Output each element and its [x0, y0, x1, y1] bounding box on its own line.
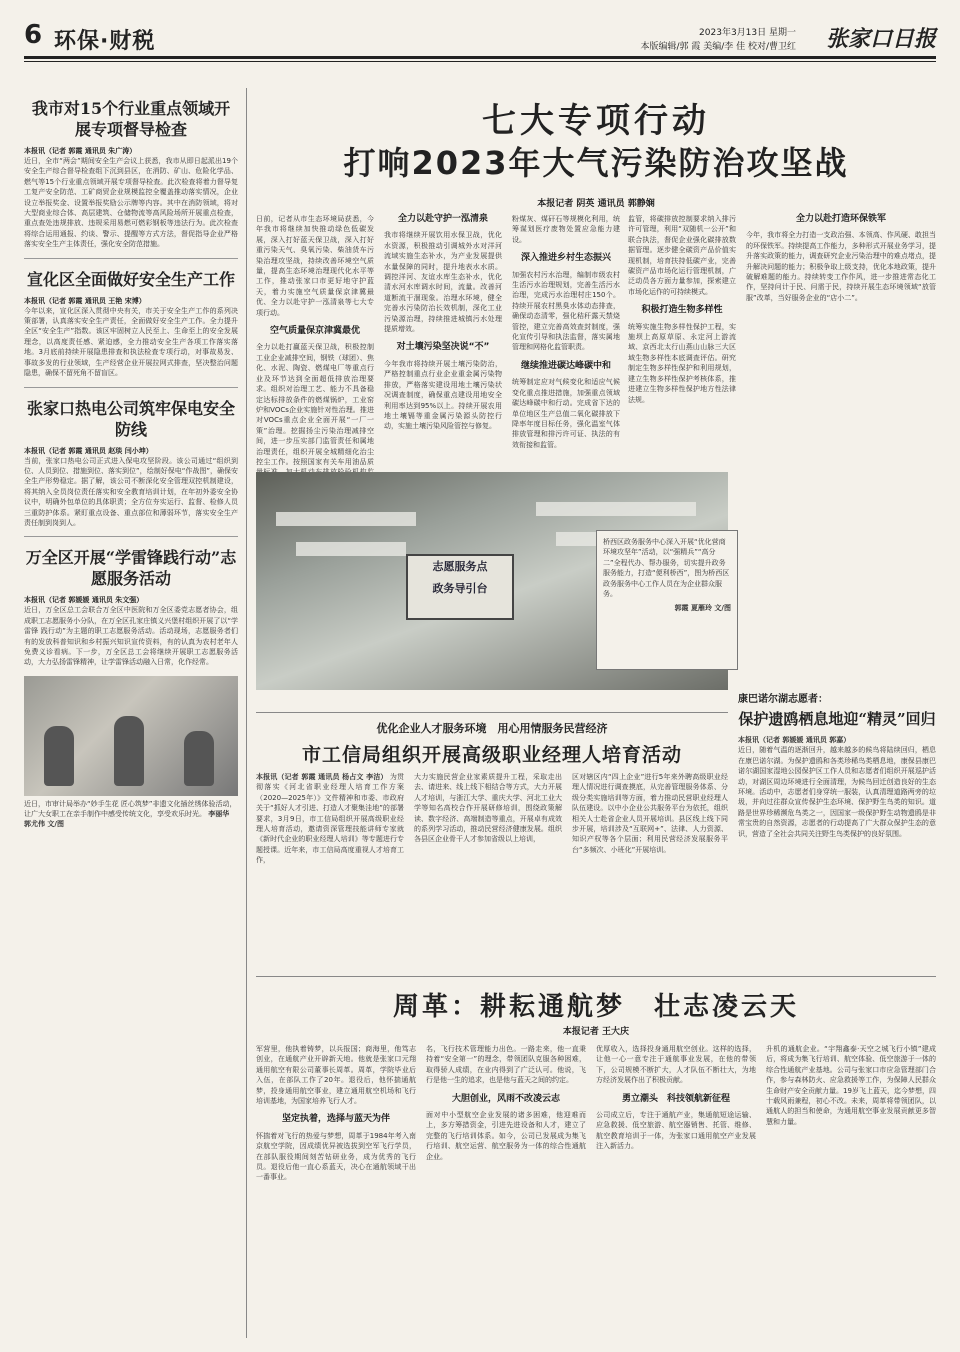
article-byline: 本报讯（记者 郭霞 通讯员 王艳 宋博）: [24, 296, 146, 305]
article-kicker: 优化企业人才服务环境 用心用情服务民营经济: [376, 722, 608, 735]
article-byline: 本报讯（记者 郭霞 通讯员 杨占文 李洁）: [256, 773, 388, 781]
article-body: 为贯彻落实《河北省职业经理人培育工作方案（2020—2025年）》文件精神和市委、市政府关于“抓好人才引进、打造人才聚集洼地”的部署要求，3月9日，市工信局组织开展高级职业经理人培育活动，邀请资深管理技能讲师专家就《新时代企业的职业经理人培训》等专题进行专题授课。近年来，市工信局高度重视人才培育工作，: [256, 773, 405, 865]
article-byline: 本报讯（记者 郭霞 通讯员 赵琰 闫小坤）: [24, 446, 153, 455]
article-body: 怀揣着对飞行的热爱与梦想，周革于1984年考入南京航空学院，因成绩优异被选拔到空军飞行学员，在部队服役期间刻苦钻研业务，成为优秀的飞行员。退役后他一直心系蓝天，决心在通航领域干出一番事业。: [256, 1131, 416, 1182]
masthead-rule-thin: [24, 61, 936, 62]
article-xuanhua: [24, 269, 238, 379]
main-headline: [256, 100, 936, 184]
photo-desk: [536, 502, 696, 516]
middle-col-1: [256, 772, 404, 972]
subhead: 大胆创业，风雨不改凌云志: [451, 1093, 560, 1104]
main-col-1: [256, 214, 374, 470]
article-title: 张家口热电公司筑牢保电安全防线: [26, 398, 235, 439]
subhead: 全力以赴打造环保铁军: [795, 214, 886, 224]
article-wanquan: [24, 547, 238, 828]
photo-figure: [44, 726, 74, 786]
dateline: [640, 26, 796, 54]
photo-desk: [296, 542, 406, 556]
article-body: 面对中小型航空企业发展的诸多困难，他迎难而上，多方筹措资金，引进先进设备和人才，建立了完整的飞行培训体系。如今，公司已发展成为集飞行培训、航空运营、航空服务为一体的综合性通航企业。: [426, 1111, 586, 1161]
subhead: 深入推进乡村生态振兴: [520, 253, 611, 264]
subhead: 勇立潮头 科技领航新征程: [621, 1093, 730, 1104]
main-col-5: [746, 214, 936, 684]
main-col-2: [384, 214, 502, 470]
middle-col-3: [572, 772, 728, 972]
article-body: 区对辖区内“四上企业”进行5年来外聘高级职业经理人情况进行调查摸底，从完善管理服务体系、分级分类实施培训等方面，着力推动民营职业经理人队伍建设。以中小企业公共服务平台为依托，组织相关人士赴省企业人员开展培训。县区线上线下同步开展，培训涉及“互联网+”、法律、人力资源、知识产权等各个层面；利用民营经济发展服务平台“多频次、小班化”开展培训。: [572, 773, 728, 854]
main-body: 今年我市将持续开展土壤污染防治，严格控制重点行业企业重金属污染物排放，严格落实建设用地土壤污染状况调查制度，确保重点建设用地安全利用率达到95%以上。持续开展农用地土壤镉等重金属污染源头防控行动，实施土壤污染风险管控与修复。: [384, 359, 502, 431]
column-rule: [246, 88, 247, 1338]
article-byline: 本报讯（记者 郭霞 通讯员 朱广涛）: [24, 147, 137, 155]
section-title: 环保·财税: [54, 29, 156, 54]
right-article: [738, 690, 936, 955]
divider: [256, 976, 936, 977]
divider: [256, 712, 728, 713]
page-number: 6: [24, 20, 43, 50]
date: 2023年3月13日 星期一: [699, 28, 796, 38]
middle-col-2: [414, 772, 562, 972]
photo-figure: [184, 731, 214, 786]
main-intro: 日前，记者从市生态环境局获悉，今年我市将继续加快推动绿色低碳发展，深入打好蓝天保卫战，深入打好重污染天气、臭氧污染、柴油货车污染治理攻坚战，持续改善环境空气质量，提高生态环境治理现代化水平等工作，推动张家口市更好地守护蓝天，着力实施空气质量保京津冀最优、全力以赴守护一泓清泉等七大专项行动。: [256, 215, 374, 317]
divider: [24, 387, 238, 388]
bottom-col-4: [766, 1044, 936, 1334]
paper-logo: 张家口日报: [825, 26, 936, 52]
photo-figure: [114, 716, 144, 786]
bottom-col-1: [256, 1044, 416, 1334]
article-title: 市工信局组织开展高级职业经理人培育活动: [301, 744, 682, 766]
left-column: [24, 88, 238, 1338]
masthead: [24, 18, 936, 70]
main-body: 粉煤灰、煤矸石等规模化利用，统筹谋划医疗废物处置应急能力建设。: [512, 215, 620, 244]
photo-credit: 李丽华 郭尤伟 文/图: [24, 809, 230, 828]
photo-caption: 近日，市审计局举办“妙手生花 匠心筑梦”非遗文化插丝绣体验活动，让广大女职工在亲手制作中感受传统文化，享受欢乐时光。 李丽华 郭尤伟 文/图: [24, 799, 237, 828]
article-title: 周革：耕耘通航梦 壮志凌云天: [392, 992, 799, 1022]
article-title: 宣化区全面做好安全生产工作: [26, 269, 235, 289]
article-title: 保护遗鸥栖息地迎“精灵”回归: [738, 710, 936, 728]
divider: [24, 258, 238, 259]
subhead: 坚定执着，选择与蓝天为伴: [281, 1114, 390, 1125]
article-body: 大力实施民营企业家素质提升工程，采取走出去、请进来、线上线下相结合等方式，大力开展人才培训，与浙江大学、重庆大学、河北工业大学等知名高校合作开展研修培训，围绕政策解读、数字经济、高端制造等重点，开展卓有成效的系列学习活动，推动民营经济健康发展。组织各县区企业骨干人才参加省级以上培训，: [414, 773, 562, 844]
article-body: 公司成立后，专注于通航产业，集通航短途运输、应急救援、低空旅游、航空器销售、托管、维修、航空教育培训于一体，为张家口通用航空产业发展注入新活力。: [596, 1111, 756, 1151]
main-body: 统筹实施生物多样性保护工程，实施坝上高原草原、永定河上游流域、京西北太行山燕山山脉三大区域生物多样性本底调查评估。研究制定生物多样性保护和利用规划，建立生物多样性保护考核体系，推进建立生物多样性保护地方性法律法规。: [628, 322, 736, 404]
article-title: 我市对15个行业重点领域开展专项督导检查: [31, 99, 231, 139]
article-body: 升机的通航企业。“宇翔鑫泰·天空之城飞行小镇”建成后，将成为集飞行培训、航空体验、低空旅游于一体的综合性通航产业基地。公司与张家口市应急管理部门合作，参与森林防火、应急救援等工作，为保障人民群众生命财产安全贡献力量。19岁飞上蓝天，迄今梦想，四十载风雨兼程，初心不改。未来，周革将带领团队，以通航人的担当和使命，为通用航空事业发展贡献更多智慧和力量。: [766, 1045, 936, 1126]
article-body: 近日，随着气温的逐渐回升，越来越多的候鸟将陆续回归，栖息在康巴诺尔湖。为保护遗鸥和各类珍稀鸟类栖息地，康保县康巴诺尔湖国家湿地公园保护区工作人员和志愿者们组织开展巡护活动，对湖区周边环境进行全面清理，为候鸟回迁创造良好的生态环境。活动中，志愿者们身穿统一服装，认真清理道路两旁的垃圾，并向过往群众宣传保护生态环境、保护野生鸟类的知识。道路是世界珍稀濒危鸟类之一，因国家一级保护野生动物遗鸥是非常宝贵的自然资源，志愿者的行动提高了广大群众保护生态的意识，营造了全社会共同关注野生鸟类保护的良好氛围。: [738, 746, 936, 838]
main-body: 统筹制定应对气候变化和适应气候变化重点推进措施，加强重点领域碳达峰碳中和行动。完成省下达的单位地区生产总值二氧化碳排放下降率年度目标任务，强化温室气体排放管理和排污许可证、执法的有效衔接和监管。: [512, 378, 620, 449]
article-photo: [24, 676, 238, 796]
bottom-col-3: [596, 1044, 756, 1334]
article-body-wrap: [738, 735, 936, 955]
article-byline: 本报讯（记者 郭媛媛 通讯员 郭嘉）: [738, 736, 851, 744]
article-body: 今年以来，宣化区深入贯彻中央有关，市关于安全生产工作的系列决策部署，认真落实安全生产责任，全面做好安全生产工作。全力提升全区“安全生产”指数。该区牢固树立人民至上、生命至上的安全发展理念，以高度责任感、紧迫感，全力推动安全生产各项工作落实落地。3月底前持续开展隐患排查和执法检查专项行动，对事故易发、事故多发的行业领域，生产经营企业开展拉网式排查，坚决整治问题隐患，确保不留死角不留盲区。: [24, 306, 238, 378]
main-col-4: [628, 214, 736, 470]
main-body: 加强农村污水治理，编制市级农村生活污水治理规划，完善生活污水治理，完成污水治理村庄150个。持续开展农村黑臭水体动态排查，确保动态清零，强化秸秆露天禁烧管控，建立完善高效查封制度，强化宣传引导和执法监督，落实属地管理和网格化监管职责。: [512, 270, 620, 352]
divider: [24, 536, 238, 537]
article-body: 近日，万全区总工会联合万全区中医院和万全区委党志愿者协会，组成职工志愿服务小分队，在万全区孔家庄镇义兴堡村组织开展了以“学雷锋 践行动”为主题的职工志愿服务活动。活动现场，志愿服务者们有的发放科普知识和乡村振兴知识宣传资料，有的认真为农村老年人免费义诊看病。下一步，万全区总工会将继续开展职工志愿服务活动，大力弘扬雷锋精神，让学雷锋活动融入日常，化作经常。: [24, 606, 238, 667]
article-kicker: 康巴诺尔湖志愿者：: [738, 694, 828, 705]
article-body: 当前，张家口热电公司正式进入保电攻坚阶段。该公司通过“组织到位、人员到位、措施到位、落实到位”，绘制好保电“作战图”，确保安全生产形势稳定。据了解，该公司不断深化安全管理双控机制建设，将其纳入全员岗位责任落实和安全教育培训计划，在年初外委安全协议中，明确外包单位的具体职责；全方位夯实运行、监督、检修人员三重防护体系。紧盯重点设备、重点部位和薄弱环节，落实安全生产责任制到岗到人。: [24, 456, 238, 527]
main-body: 今年，我市将全力打造一支政治强、本领高、作风硬、敢担当的环保铁军。持续提高工作能力，多种形式开展业务学习，提升落实政策的能力，调查研究企业污染治理中的难点堵点，提升解决问题的能力；积极争取上级支持，优化本地政策，提升破解难题的能力。持续转变工作作风，进一步推进常态化工作，坚持问计于民、问需于民，持续开展生态环境领域“放管服”改革，当好服务企业的“店小二”。: [746, 231, 936, 302]
editors: 本版编辑/郭 霞 美编/李 佳 校对/曹卫红: [640, 42, 796, 52]
headline-line-1: 七大专项行动: [482, 101, 710, 141]
article-byline: 本报记者 王大庆: [562, 1027, 630, 1037]
article-thermal-power: [24, 398, 238, 529]
photo-sign: 志愿服务点 政务导引台: [406, 554, 514, 620]
main-body: 我市将继续开展饮用水保卫战，优化水资源，积极推动引调城外水对洋河流域实施生态补水，为产业发展提供水量保障的同时，提升地表水水质。调控洋河、友谊水库生态补水，优化清水河水库调水时间，流量。改善河道断流干涸现象。治理水环境，健全完善水污染防治长效机制，深化工业污染源治理，持续推进城镇污水处理提质增效。: [384, 231, 502, 334]
main-col-3: [512, 214, 620, 470]
subhead: 继续推进碳达峰碳中和: [520, 360, 611, 371]
photo-caption: 桥西区政务服务中心深入开展“优化营商环境攻坚年”活动，以“强精兵”“高分二”全程代办、帮办服务，切实提升政务服务能力，打造“便利桥西”，图为桥西区政务服务中心工作人员在为企业群众服务。 郭霞 夏雁玲 文/图: [596, 530, 738, 670]
article-title: 万全区开展“学雷锋践行动”志愿服务活动: [25, 548, 237, 589]
bottom-col-2: [426, 1044, 586, 1334]
subhead: 对土壤污染坚决说“不”: [396, 342, 490, 353]
photo-credit: 郭霞 夏雁玲 文/图: [674, 604, 731, 613]
subhead: 空气质量保京津冀最优: [269, 326, 360, 337]
article-body: 军营里，他执着铸梦，以兵报国；商海里，他笃志创业，在通航产业开辟新天地。他就是张家口元翔通用航空有限公司董事长周革。周革，学院毕业后入伍，在部队工作了20年。退役后，他怀揣通航梦，投身通用航空事业，建立通用航空机场和飞行培训基地，为国家培养飞行人才。: [256, 1045, 416, 1106]
photo-desk: [276, 512, 416, 526]
article-body: 近日，全市“两会”期间安全生产会议上获悉，我市从即日起派出19个安全生产综合督导检查组下沉到县区，在消防、矿山、危险化学品、燃气等15个行业重点领域开展专项督导检查。此次检查将着力督导复工复产安全防范、工矿商贸企业规模监控全覆盖推动落实情况，企业设立举报奖金、设置举报奖励公示牌等内容。其中在消防领域，将对大型商业综合体、高层建筑、仓储物流等高风险场所开展重点检查，重点查处违规排放、违规采用易燃可燃彩钢板等违法行为。此次检查将综合运用通报、约谈、警示、提醒等方式方法，督促指导企业严格落实安全生产主体责任，强化安全防范措施。: [24, 157, 238, 249]
article-inspection: [24, 98, 238, 250]
main-byline: 本报记者 阴英 通讯员 郭静娴: [537, 199, 655, 209]
masthead-rule: [24, 56, 936, 59]
article-body: 优厚收入，选择投身通用航空创业。这样的选择，让他一心一意专注于通航事业发展，在他的带领下，公司规模不断扩大，人才队伍不断壮大，为地方经济发展作出了积极贡献。: [596, 1045, 756, 1085]
main-body: 全力以赴打赢蓝天保卫战，积极控制工业企业减排空间，钢铁（球团）、焦化、水泥、陶瓷、燃煤电厂等重点行业及环节达到全面超低排放治理要求。组织对治理工艺、能力不具备稳定达标排放条件的燃煤锅炉，工业窑炉和VOCs企业实施针对性治理。推进对VOCs重点企业全面开展“一厂一策”治理。挖掘扬尘污染治理减排空间，进一步压实部门监管责任和属地治理责任，组织开展全城精细化治尘控尘工作。按照国家有关车用油品质: [256, 343, 374, 466]
subhead: 全力以赴守护一泓清泉: [397, 214, 488, 224]
main-body: 监管，将碳排放控制要求纳入排污许可管理，利用“双随机一公开”和联合执法，督促企业强化碳排放数据管理。逐步健全碳资产品价值实现机制，培育扶持低碳产业，完善碳资产品市场化运行管理机制，广泛动员各方面力量参加，探索建立市场化运作的可持续模式。: [628, 215, 736, 296]
article-byline: 本报讯（记者 郭媛媛 通讯员 朱文强）: [24, 596, 144, 605]
headline-line-2: 打响2023年大气污染防治攻坚战: [343, 144, 849, 182]
article-body: 名，飞行技术管理能力出色。一路走来，他一直秉持着“安全第一”的理念，带领团队克服各种困难，取得骄人成绩，在业内得到了广泛认可。他说，飞行是他一生的追求，也是他与蓝天之间的约定。: [426, 1045, 586, 1085]
subhead: 积极打造生物多样性: [641, 305, 723, 316]
